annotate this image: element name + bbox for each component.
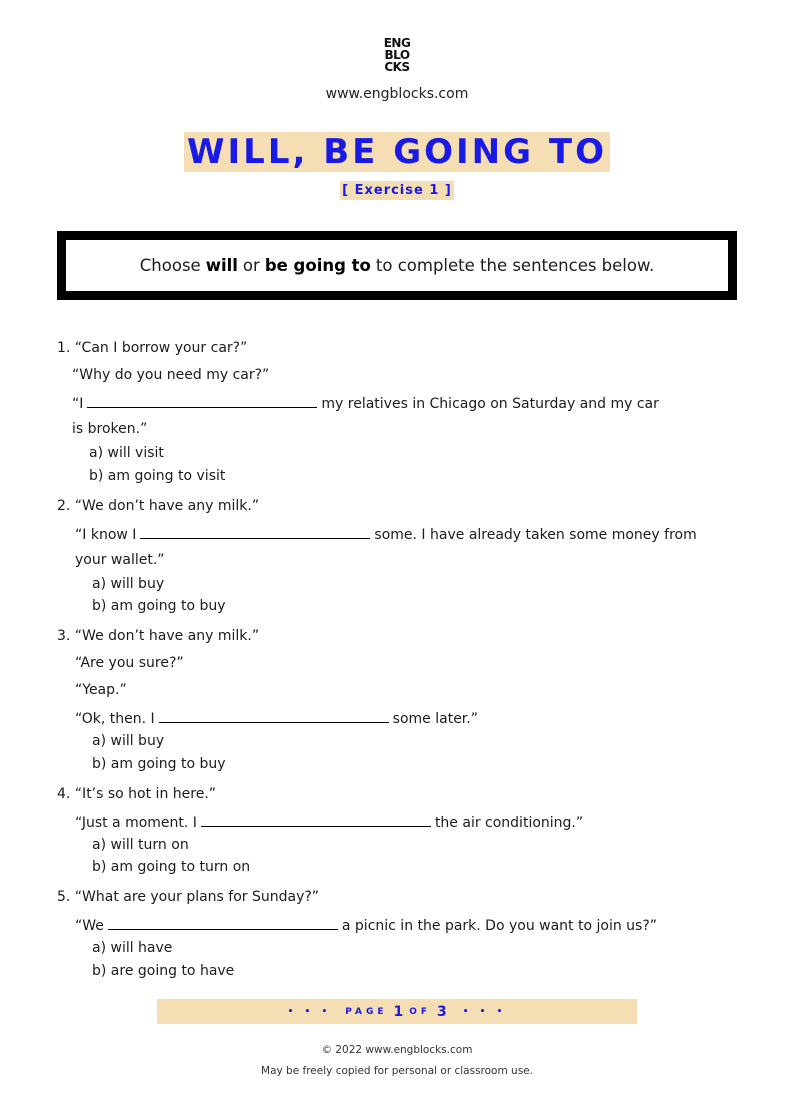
instructions-or: or [242,256,260,275]
q3-line-3: “Yeap.” [75,682,127,698]
site-url[interactable]: www.engblocks.com [325,86,469,102]
q5-blank-line [75,915,657,935]
q2-option-b[interactable]: b) am going to buy [92,598,226,614]
copyright: © 2022 www.engblocks.com [321,1044,473,1056]
instructions-will: will [205,256,238,275]
q2-answer-blank[interactable] [140,524,370,539]
q2-option-a[interactable]: a) will buy [92,576,165,592]
q2-blank-pre: “I know I [75,527,137,543]
logo-line-1: ENG [383,36,411,50]
q1-answer-blank[interactable] [87,393,317,408]
q3-answer-blank[interactable] [159,708,389,723]
instructions-be-going-to: be going to [264,256,371,275]
q3-blank-post: some later.” [392,711,478,727]
q5-option-b[interactable]: b) are going to have [92,963,235,979]
q5-line-1: 5. “What are your plans for Sunday?” [57,889,320,905]
page-total: 3 [437,1003,447,1020]
q3-blank-pre: “Ok, then. I [75,711,155,727]
q3-line-2: “Are you sure?” [75,655,184,671]
dots-left: • • • [287,1006,332,1017]
q1-line-1: 1. “Can I borrow your car?” [57,340,248,356]
q5-option-a[interactable]: a) will have [92,940,173,956]
q1-option-b[interactable]: b) am going to visit [89,468,226,484]
q5-blank-post: a picnic in the park. Do you want to join us?” [341,918,658,934]
q1-line-2: “Why do you need my car?” [72,367,270,383]
q3-line-1: 3. “We don’t have any milk.” [57,628,260,644]
q2-blank-line [75,524,697,544]
q4-option-a[interactable]: a) will turn on [92,837,189,853]
q4-blank-post: the air conditioning.” [434,815,584,831]
q3-blank-line [75,708,478,728]
page-title: WILL, BE GOING TO [184,132,610,172]
page-indicator [157,999,637,1024]
q5-answer-blank[interactable] [108,915,338,930]
q5-blank-pre: “We [75,918,104,934]
q1-line-after: is broken.” [72,421,148,437]
q2-line-after: your wallet.” [75,552,165,568]
instructions-suffix: to complete the sentences below. [375,256,655,275]
q4-option-b[interactable]: b) am going to turn on [92,859,251,875]
q4-answer-blank[interactable] [201,812,431,827]
q4-blank-pre: “Just a moment. I [75,815,197,831]
q4-blank-line [75,812,583,832]
q1-blank-post: my relatives in Chicago on Saturday and my car [321,396,659,412]
q2-blank-post: some. I have already taken some money from [374,527,697,543]
page-word: PAGE [345,1006,388,1017]
q4-line-1: 4. “It’s so hot in here.” [57,786,217,802]
q1-blank-line [72,393,659,413]
instructions-prefix: Choose [139,256,201,275]
logo-line-2: BLO [384,48,410,62]
q1-blank-pre: “I [72,396,84,412]
dots-right: • • • [462,1006,507,1017]
usage-note: May be freely copied for personal or classroom use. [261,1065,533,1077]
q3-option-a[interactable]: a) will buy [92,733,165,749]
q3-option-b[interactable]: b) am going to buy [92,756,226,772]
q1-option-a[interactable]: a) will visit [89,445,164,461]
logo-line-3: CKS [384,60,410,74]
page-number: 1 [393,1003,404,1020]
engblocks-logo [0,37,794,73]
q2-line-1: 2. “We don’t have any milk.” [57,498,260,514]
of-word: OF [409,1006,432,1017]
instructions-box [57,231,737,300]
exercise-label: [ Exercise 1 ] [342,183,452,198]
